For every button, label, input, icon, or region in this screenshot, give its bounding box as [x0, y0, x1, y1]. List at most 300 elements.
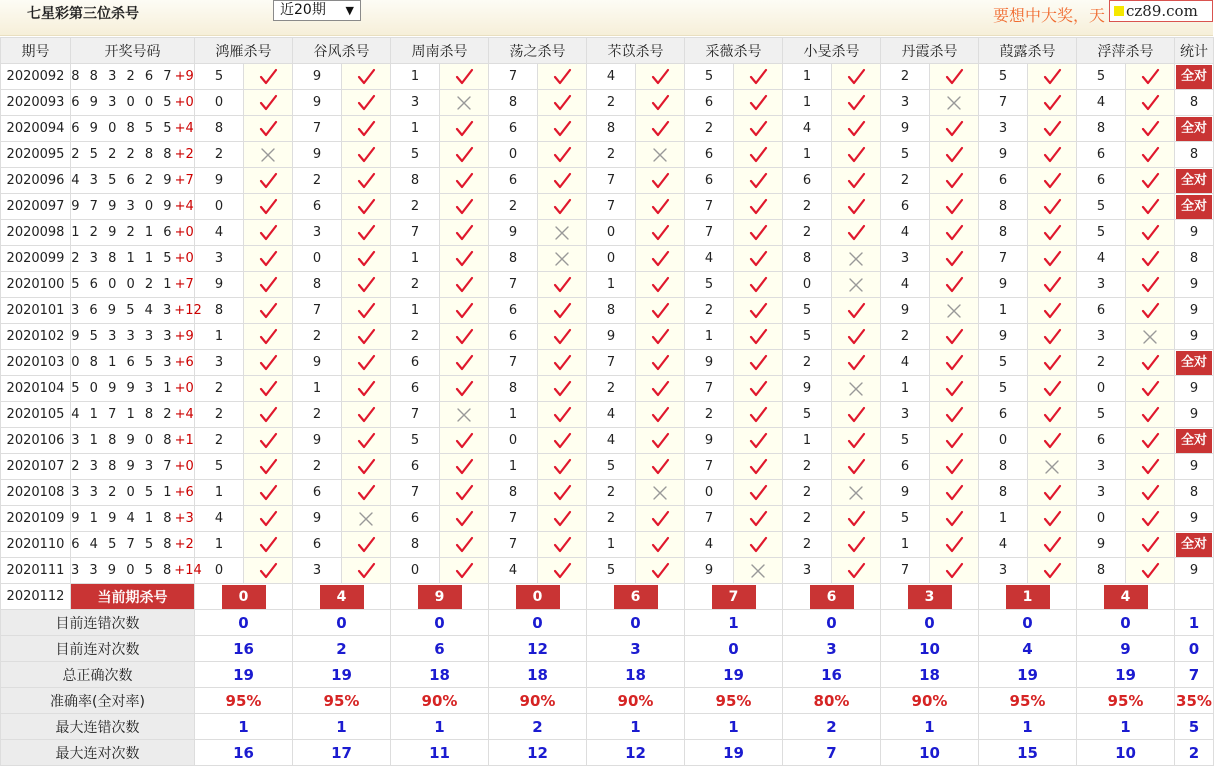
- summary-value: 18: [881, 662, 979, 688]
- check-mark-icon: [1140, 405, 1160, 425]
- kill-number-cell: 7: [685, 220, 734, 246]
- result-mark-cell: [930, 324, 979, 350]
- draw-numbers: 5 0 9 9 3 1: [71, 381, 175, 396]
- check-mark-icon: [944, 67, 964, 87]
- kill-number-cell: 3: [293, 558, 342, 584]
- summary-value: 1: [293, 714, 391, 740]
- result-mark-cell: [440, 298, 489, 324]
- check-mark-icon: [1140, 353, 1160, 373]
- check-mark-icon: [454, 483, 474, 503]
- check-mark-icon: [650, 171, 670, 191]
- result-mark-cell: [538, 350, 587, 376]
- check-mark-icon: [356, 535, 376, 555]
- result-mark-cell: [1126, 142, 1175, 168]
- current-kill-cell: [685, 584, 783, 610]
- period-cell: 2020105: [1, 402, 71, 428]
- stat-cell: [1175, 246, 1214, 272]
- check-mark-icon: [552, 457, 572, 477]
- table-header-row: [1, 38, 1214, 64]
- summary-value: 0: [587, 610, 685, 636]
- summary-label: 最大连错次数: [1, 714, 195, 740]
- kill-number-cell: 3: [881, 246, 930, 272]
- check-mark-icon: [1042, 327, 1062, 347]
- result-mark-cell: [930, 298, 979, 324]
- stat-cell: [1175, 454, 1214, 480]
- kill-number-cell: 4: [881, 350, 930, 376]
- summary-stat-value: 1: [1175, 610, 1214, 636]
- kill-number-cell: 9: [293, 506, 342, 532]
- result-mark-cell: [1028, 480, 1077, 506]
- kill-number-cell: 3: [783, 558, 832, 584]
- result-mark-cell: [440, 220, 489, 246]
- result-mark-cell: [1126, 272, 1175, 298]
- result-mark-cell: [636, 532, 685, 558]
- current-kill-cell: [293, 584, 391, 610]
- kill-number-cell: 7: [685, 454, 734, 480]
- result-mark-cell: [1126, 64, 1175, 90]
- draw-numbers-cell: [71, 376, 195, 402]
- check-mark-icon: [454, 275, 474, 295]
- kill-number-cell: 1: [783, 142, 832, 168]
- kill-number-cell: 8: [979, 454, 1028, 480]
- col-header-period: 期号: [1, 38, 71, 64]
- result-mark-cell: [1126, 454, 1175, 480]
- check-mark-icon: [258, 119, 278, 139]
- check-mark-icon: [748, 405, 768, 425]
- col-header-expert: 小旻杀号: [783, 38, 881, 64]
- result-mark-cell: [244, 90, 293, 116]
- kill-number-cell: 2: [881, 324, 930, 350]
- check-mark-icon: [846, 145, 866, 165]
- col-header-expert: 鸿雁杀号: [195, 38, 293, 64]
- result-mark-cell: [1126, 532, 1175, 558]
- check-mark-icon: [650, 119, 670, 139]
- result-mark-cell: [832, 142, 881, 168]
- check-mark-icon: [846, 457, 866, 477]
- draw-numbers-cell: [71, 298, 202, 324]
- cross-mark-icon: [1142, 329, 1158, 345]
- check-mark-icon: [1042, 509, 1062, 529]
- result-mark-cell: [440, 558, 489, 584]
- current-kill-cell: [979, 584, 1077, 610]
- check-mark-icon: [552, 67, 572, 87]
- kill-number-cell: 5: [979, 376, 1028, 402]
- kill-number-cell: 9: [783, 376, 832, 402]
- kill-number-cell: 1: [685, 324, 734, 350]
- check-mark-icon: [650, 405, 670, 425]
- result-mark-cell: [440, 532, 489, 558]
- result-mark-cell: [1028, 246, 1077, 272]
- result-mark-cell: [930, 428, 979, 454]
- summary-value: 16: [195, 636, 293, 662]
- table-row: [1, 168, 1214, 194]
- kill-number-cell: 7: [293, 298, 342, 324]
- check-mark-icon: [944, 119, 964, 139]
- current-kill-cell: [881, 584, 979, 610]
- result-mark-cell: [1028, 532, 1077, 558]
- current-stat-cell: [1175, 584, 1214, 610]
- result-mark-cell: [734, 532, 783, 558]
- result-mark-cell: [1028, 116, 1077, 142]
- result-mark-cell: [734, 324, 783, 350]
- result-mark-cell: [1028, 194, 1077, 220]
- table-row: [1, 428, 1214, 454]
- result-mark-cell: [636, 506, 685, 532]
- result-mark-cell: [734, 90, 783, 116]
- draw-numbers: 5 6 0 0 2 1: [71, 277, 175, 292]
- summary-value: 0: [1077, 610, 1175, 636]
- kill-number-cell: 6: [881, 194, 930, 220]
- result-mark-cell: [832, 168, 881, 194]
- stat-cell: [1175, 532, 1214, 558]
- draw-numbers: 6 9 3 0 0 5: [71, 95, 175, 110]
- result-mark-cell: [342, 324, 391, 350]
- result-mark-cell: [832, 116, 881, 142]
- cross-mark-icon: [848, 485, 864, 501]
- result-mark-cell: [244, 142, 293, 168]
- kill-number-cell: 2: [195, 402, 244, 428]
- result-mark-cell: [1126, 402, 1175, 428]
- all-correct-badge: 全对: [1176, 169, 1212, 193]
- kill-number-cell: 5: [881, 506, 930, 532]
- col-header-expert: 采薇杀号: [685, 38, 783, 64]
- result-mark-cell: [636, 272, 685, 298]
- stat-value: 8: [1189, 251, 1199, 266]
- result-mark-cell: [636, 376, 685, 402]
- result-mark-cell: [636, 220, 685, 246]
- kill-number-cell: 7: [489, 506, 538, 532]
- result-mark-cell: [342, 298, 391, 324]
- check-mark-icon: [748, 249, 768, 269]
- draw-numbers-cell: [71, 402, 195, 428]
- check-mark-icon: [650, 67, 670, 87]
- col-header-draw: 开奖号码: [71, 38, 195, 64]
- period-cell: 2020109: [1, 506, 71, 532]
- table-row: [1, 454, 1214, 480]
- check-mark-icon: [846, 509, 866, 529]
- kill-number-cell: 5: [979, 64, 1028, 90]
- summary-value: 1: [195, 714, 293, 740]
- stat-value: 9: [1189, 407, 1199, 422]
- result-mark-cell: [538, 246, 587, 272]
- summary-value: 10: [881, 636, 979, 662]
- kill-number-table: [0, 37, 1214, 766]
- check-mark-icon: [748, 483, 768, 503]
- summary-value: 95%: [685, 688, 783, 714]
- check-mark-icon: [1042, 171, 1062, 191]
- kill-number-cell: 7: [587, 168, 636, 194]
- kill-number-cell: 6: [391, 350, 440, 376]
- result-mark-cell: [538, 194, 587, 220]
- check-mark-icon: [454, 171, 474, 191]
- kill-number-cell: 5: [881, 428, 930, 454]
- check-mark-icon: [356, 353, 376, 373]
- kill-number-cell: 7: [685, 194, 734, 220]
- all-correct-badge: 全对: [1176, 65, 1212, 89]
- summary-stat-value: 5: [1175, 714, 1214, 740]
- promo-text[interactable]: 要想中大奖，天: [993, 6, 1106, 25]
- stat-cell: [1175, 168, 1214, 194]
- result-mark-cell: [538, 454, 587, 480]
- result-mark-cell: [636, 480, 685, 506]
- summary-value: 10: [1077, 740, 1175, 766]
- kill-number-cell: 2: [783, 532, 832, 558]
- result-mark-cell: [440, 168, 489, 194]
- check-mark-icon: [846, 93, 866, 113]
- kill-number-cell: 5: [587, 454, 636, 480]
- kill-number-cell: 6: [685, 90, 734, 116]
- period-range-select[interactable]: [273, 0, 361, 21]
- draw-numbers-cell: [71, 220, 195, 246]
- check-mark-icon: [454, 197, 474, 217]
- current-kill-cell: [587, 584, 685, 610]
- col-header-expert: 周南杀号: [391, 38, 489, 64]
- kill-number-cell: 0: [391, 558, 440, 584]
- kill-number-cell: 2: [783, 220, 832, 246]
- kill-number-cell: 0: [195, 194, 244, 220]
- kill-number-cell: 4: [1077, 246, 1126, 272]
- cross-mark-icon: [456, 407, 472, 423]
- result-mark-cell: [832, 298, 881, 324]
- check-mark-icon: [356, 145, 376, 165]
- kill-number-cell: 2: [881, 64, 930, 90]
- result-mark-cell: [832, 64, 881, 90]
- kill-number-cell: 6: [293, 194, 342, 220]
- check-mark-icon: [1042, 535, 1062, 555]
- kill-number-cell: 2: [293, 402, 342, 428]
- kill-number-cell: 7: [489, 532, 538, 558]
- result-mark-cell: [538, 64, 587, 90]
- period-range-value: 近20期: [280, 2, 326, 18]
- kill-number-cell: 3: [1077, 272, 1126, 298]
- draw-sum: +12: [174, 303, 202, 318]
- kill-number-cell: 9: [685, 350, 734, 376]
- check-mark-icon: [258, 249, 278, 269]
- summary-value: 2: [293, 636, 391, 662]
- result-mark-cell: [538, 298, 587, 324]
- result-mark-cell: [244, 64, 293, 90]
- check-mark-icon: [356, 327, 376, 347]
- result-mark-cell: [734, 168, 783, 194]
- check-mark-icon: [552, 301, 572, 321]
- result-mark-cell: [1028, 402, 1077, 428]
- kill-number-cell: 0: [1077, 376, 1126, 402]
- kill-number-cell: 7: [489, 64, 538, 90]
- result-mark-cell: [636, 558, 685, 584]
- check-mark-icon: [258, 327, 278, 347]
- kill-number-cell: 6: [489, 298, 538, 324]
- summary-row: [1, 740, 1214, 766]
- check-mark-icon: [1042, 249, 1062, 269]
- kill-number-cell: 8: [489, 90, 538, 116]
- kill-number-cell: 9: [293, 142, 342, 168]
- summary-value: 0: [195, 610, 293, 636]
- result-mark-cell: [930, 168, 979, 194]
- check-mark-icon: [258, 431, 278, 451]
- current-kill-label: 当前期杀号: [71, 584, 195, 610]
- kill-number-cell: 7: [685, 376, 734, 402]
- summary-value: 2: [783, 714, 881, 740]
- cross-mark-icon: [946, 303, 962, 319]
- check-mark-icon: [846, 353, 866, 373]
- check-mark-icon: [944, 509, 964, 529]
- check-mark-icon: [258, 197, 278, 217]
- draw-sum: +6: [174, 485, 194, 500]
- kill-number-cell: 3: [1077, 324, 1126, 350]
- draw-sum: +4: [174, 199, 194, 214]
- kill-number-cell: 5: [587, 558, 636, 584]
- check-mark-icon: [552, 93, 572, 113]
- current-kill-number: 3: [908, 585, 952, 609]
- draw-sum: +0: [174, 95, 194, 110]
- kill-number-cell: 5: [1077, 64, 1126, 90]
- draw-sum: +1: [174, 433, 194, 448]
- result-mark-cell: [930, 402, 979, 428]
- kill-number-cell: 6: [783, 168, 832, 194]
- draw-sum: +6: [174, 355, 194, 370]
- draw-sum: +9: [174, 329, 194, 344]
- result-mark-cell: [342, 220, 391, 246]
- kill-number-cell: 8: [391, 168, 440, 194]
- result-mark-cell: [734, 558, 783, 584]
- draw-numbers-cell: [71, 116, 195, 142]
- result-mark-cell: [734, 116, 783, 142]
- summary-label: 目前连错次数: [1, 610, 195, 636]
- result-mark-cell: [244, 454, 293, 480]
- result-mark-cell: [244, 428, 293, 454]
- summary-value: 19: [979, 662, 1077, 688]
- summary-value: 19: [685, 662, 783, 688]
- result-mark-cell: [1028, 142, 1077, 168]
- result-mark-cell: [930, 350, 979, 376]
- check-mark-icon: [846, 197, 866, 217]
- current-kill-number: 4: [320, 585, 364, 609]
- result-mark-cell: [342, 168, 391, 194]
- kill-number-cell: 2: [587, 376, 636, 402]
- check-mark-icon: [846, 561, 866, 581]
- check-mark-icon: [258, 93, 278, 113]
- col-header-expert: 谷风杀号: [293, 38, 391, 64]
- check-mark-icon: [1042, 145, 1062, 165]
- kill-number-cell: 2: [489, 194, 538, 220]
- kill-number-cell: 8: [587, 298, 636, 324]
- kill-number-cell: 8: [293, 272, 342, 298]
- check-mark-icon: [1042, 197, 1062, 217]
- result-mark-cell: [832, 272, 881, 298]
- check-mark-icon: [1140, 93, 1160, 113]
- result-mark-cell: [342, 506, 391, 532]
- check-mark-icon: [1140, 145, 1160, 165]
- kill-number-cell: 8: [979, 220, 1028, 246]
- draw-numbers-cell: [71, 350, 195, 376]
- kill-number-cell: 7: [587, 350, 636, 376]
- result-mark-cell: [832, 194, 881, 220]
- check-mark-icon: [1140, 249, 1160, 269]
- stat-value: 8: [1189, 485, 1199, 500]
- draw-numbers: 6 4 5 7 5 8: [71, 537, 175, 552]
- result-mark-cell: [244, 558, 293, 584]
- kill-number-cell: 5: [1077, 194, 1126, 220]
- stat-cell: [1175, 220, 1214, 246]
- table-row: [1, 298, 1214, 324]
- stat-value: 9: [1189, 511, 1199, 526]
- check-mark-icon: [454, 457, 474, 477]
- check-mark-icon: [1042, 561, 1062, 581]
- result-mark-cell: [930, 480, 979, 506]
- result-mark-cell: [342, 480, 391, 506]
- check-mark-icon: [454, 535, 474, 555]
- period-cell: 2020097: [1, 194, 71, 220]
- check-mark-icon: [258, 561, 278, 581]
- check-mark-icon: [748, 145, 768, 165]
- site-badge[interactable]: [1109, 0, 1213, 22]
- check-mark-icon: [748, 119, 768, 139]
- kill-number-cell: 5: [1077, 402, 1126, 428]
- result-mark-cell: [440, 194, 489, 220]
- result-mark-cell: [538, 324, 587, 350]
- kill-number-cell: 8: [195, 298, 244, 324]
- kill-number-cell: 9: [979, 324, 1028, 350]
- check-mark-icon: [944, 249, 964, 269]
- draw-numbers-cell: [71, 246, 195, 272]
- result-mark-cell: [538, 168, 587, 194]
- check-mark-icon: [552, 509, 572, 529]
- result-mark-cell: [1028, 376, 1077, 402]
- kill-number-cell: 9: [195, 168, 244, 194]
- period-cell: 2020106: [1, 428, 71, 454]
- result-mark-cell: [1126, 558, 1175, 584]
- kill-number-cell: 3: [1077, 454, 1126, 480]
- kill-number-cell: 1: [881, 376, 930, 402]
- result-mark-cell: [244, 272, 293, 298]
- check-mark-icon: [356, 483, 376, 503]
- draw-numbers-cell: [71, 90, 195, 116]
- result-mark-cell: [832, 376, 881, 402]
- kill-number-cell: 0: [293, 246, 342, 272]
- check-mark-icon: [748, 457, 768, 477]
- result-mark-cell: [734, 480, 783, 506]
- check-mark-icon: [356, 457, 376, 477]
- result-mark-cell: [342, 90, 391, 116]
- result-mark-cell: [930, 116, 979, 142]
- kill-number-cell: 8: [1077, 558, 1126, 584]
- result-mark-cell: [734, 220, 783, 246]
- period-cell: 2020103: [1, 350, 71, 376]
- kill-number-cell: 8: [783, 246, 832, 272]
- result-mark-cell: [734, 272, 783, 298]
- check-mark-icon: [748, 93, 768, 113]
- check-mark-icon: [1140, 561, 1160, 581]
- check-mark-icon: [1042, 405, 1062, 425]
- draw-numbers-cell: [71, 454, 195, 480]
- result-mark-cell: [1028, 428, 1077, 454]
- cross-mark-icon: [1044, 459, 1060, 475]
- stat-value: 9: [1189, 303, 1199, 318]
- check-mark-icon: [944, 535, 964, 555]
- result-mark-cell: [440, 324, 489, 350]
- cross-mark-icon: [848, 277, 864, 293]
- kill-number-cell: 1: [881, 532, 930, 558]
- check-mark-icon: [846, 327, 866, 347]
- check-mark-icon: [650, 275, 670, 295]
- kill-number-cell: 0: [489, 142, 538, 168]
- kill-number-cell: 1: [391, 246, 440, 272]
- kill-number-cell: 1: [293, 376, 342, 402]
- summary-value: 90%: [489, 688, 587, 714]
- summary-value: 0: [489, 610, 587, 636]
- draw-sum: +0: [174, 225, 194, 240]
- result-mark-cell: [832, 402, 881, 428]
